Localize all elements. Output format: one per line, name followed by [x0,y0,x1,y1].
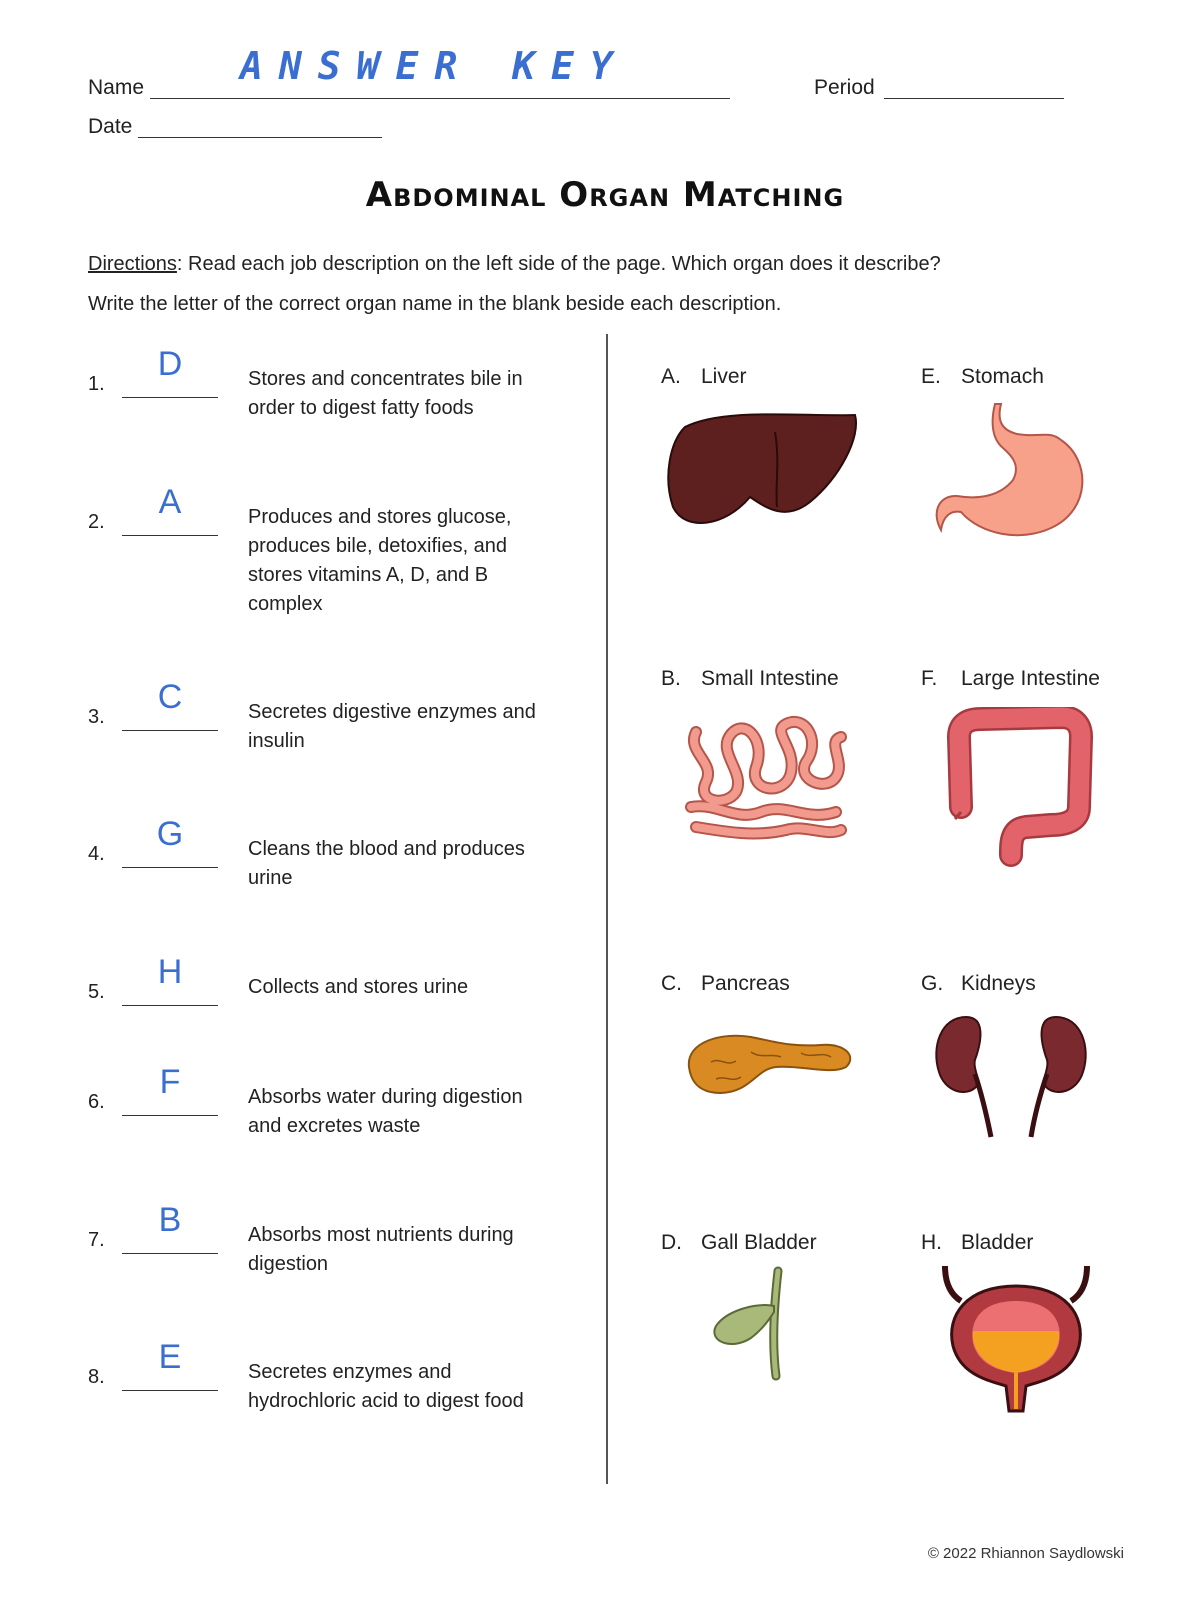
organ-letter: E. [921,365,941,388]
stomach-icon [931,400,1101,550]
answer-letter: E [158,1338,182,1376]
kidneys-icon [931,1012,1101,1152]
organ-name: Gall Bladder [701,1231,817,1254]
bladder-icon [931,1261,1101,1421]
answer-blank[interactable] [122,383,218,398]
organ-letter: H. [921,1231,942,1254]
organ-letter: C. [661,972,682,995]
answer-blank[interactable] [122,1101,218,1116]
question-number: 1. [88,373,105,395]
gall-bladder-icon [706,1266,826,1386]
organ-small-intestine [661,667,901,691]
organ-name: Liver [701,365,747,388]
answer-letter: C [157,678,183,716]
directions-line-1: : Read each job description on the left side of the page. Which organ does it describe? [176,253,941,275]
organ-name: Pancreas [701,972,790,995]
date-label: Date [88,115,133,138]
answer-letter: D [157,345,183,383]
question-number: 6. [88,1091,105,1113]
pancreas-icon [681,1017,861,1107]
question-number: 4. [88,843,105,865]
answer-blank[interactable] [122,853,218,868]
organ-letter: A. [661,365,681,388]
answer-blank[interactable] [122,716,218,731]
organ-kidneys [921,972,1161,996]
question-text: Stores and concentrates bile in order to digest fatty foods [248,368,523,419]
directions-line-2: Write the letter of the correct organ name in the blank beside each description. [88,293,782,315]
question-number: 3. [88,706,105,728]
period-label: Period [814,76,875,99]
question-number: 8. [88,1366,105,1388]
organ-bladder [921,1231,1161,1255]
column-divider [606,334,608,1484]
organ-letter: G. [921,972,944,995]
page-title: Abdominal Organ Matching [365,175,845,215]
liver-icon [665,407,865,537]
name-field[interactable] [150,98,730,99]
organ-name: Small Intestine [701,667,839,690]
question-text: Collects and stores urine [248,976,469,998]
answer-blank[interactable] [122,1376,218,1391]
question-text: Cleans the blood and produces urine [248,838,525,889]
question-text: Absorbs most nutrients during digestion [248,1224,514,1275]
organ-name: Kidneys [961,972,1036,995]
question-text: Secretes digestive enzymes and insulin [248,701,536,752]
period-field[interactable] [884,98,1064,99]
question-text: Secretes enzymes and hydrochloric acid to digest food [248,1361,524,1412]
answer-letter: H [157,953,183,991]
question-text: Absorbs water during digestion and excretes waste [248,1086,523,1137]
organ-name: Stomach [961,365,1044,388]
directions-label: Directions [88,253,177,275]
organ-liver [661,365,901,389]
organ-name: Bladder [961,1231,1034,1254]
question-number: 7. [88,1229,105,1251]
answer-letter: A [158,483,182,521]
small-intestine-icon [676,712,856,852]
copyright: © 2022 Rhiannon Saydlowski [927,1545,1124,1562]
organ-pancreas [661,972,901,996]
directions [88,244,1138,324]
answer-letter: B [158,1201,182,1239]
large-intestine-icon [941,707,1101,867]
answer-letter: F [159,1063,181,1101]
name-label: Name [88,76,145,99]
answer-letter: G [156,815,184,853]
organ-letter: F. [921,667,938,690]
organ-stomach [921,365,1161,389]
organ-letter: B. [661,667,681,690]
organ-gall-bladder [661,1231,901,1255]
question-number: 5. [88,981,105,1003]
answer-blank[interactable] [122,1239,218,1254]
name-value: ANSWER KEY [240,44,629,88]
question-text: Produces and stores glucose, produces bile, detoxifies, and stores vitamins A, D, and B complex [248,506,512,615]
organ-name: Large Intestine [961,667,1100,690]
organ-large-intestine [921,667,1161,691]
answer-blank[interactable] [122,991,218,1006]
question-number: 2. [88,511,105,533]
answer-blank[interactable] [122,521,218,536]
organ-letter: D. [661,1231,682,1254]
date-field[interactable] [138,137,382,138]
